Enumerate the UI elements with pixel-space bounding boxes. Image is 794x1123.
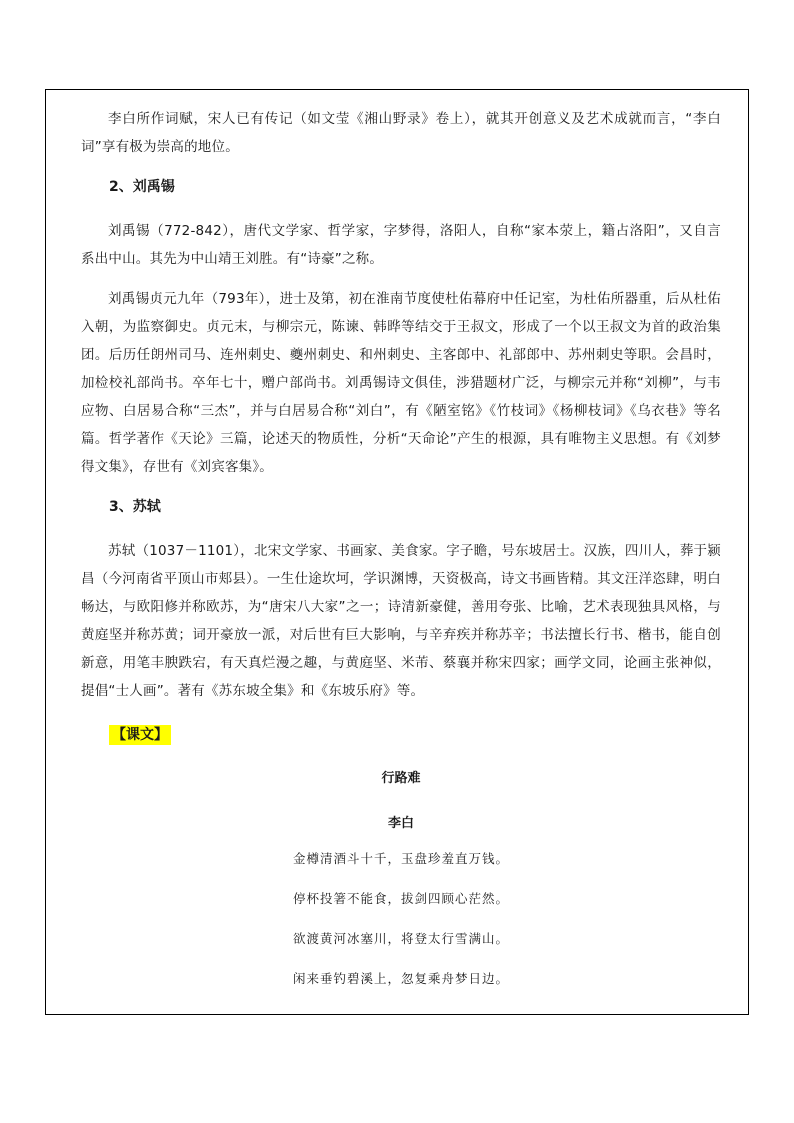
section-heading-su-shi: 3、苏轼 — [109, 499, 161, 515]
liu-yuxi-paragraph-2: 刘禹锡贞元九年（793年），进士及第，初在淮南节度使杜佑幕府中任记室，为杜佑所器重，后从杜佑入朝，为监察御史。贞元末，与柳宗元，陈谏、韩晔等结交于王叔文，形成了一个以王叔文为首的政治集团。后历任朗州司马、连州刺史、夔州刺史、和州刺史、主客郎中、礼部郎中、苏州刺史等职。会昌时，加检校礼部尚书。卒年七十，赠户部尚书。刘禹锡诗文俱佳，涉猎题材广泛，与柳宗元并称“刘柳”，与韦应物、白居易合称“三杰”，并与白居易合称“刘白”，有《陋室铭》《竹枝词》《杨柳枝词》《乌衣巷》等名篇。哲学著作《天论》三篇，论述天的物质性，分析“天命论”产生的根源，具有唯物主义思想。有《刘梦得文集》，存世有《刘宾客集》。 — [81, 291, 721, 475]
poem-line: 金樽清酒斗十千，玉盘珍羞直万钱。 — [292, 851, 509, 866]
poem-block — [81, 767, 721, 987]
text-tag-highlight: 【课文】 — [109, 725, 171, 745]
intro-paragraph: 李白所作词赋，宋人已有传记（如文莹《湘山野录》卷上），就其开创意义及艺术成就而言，“李白词”享有极为崇高的地位。 — [81, 111, 721, 155]
content-frame — [45, 89, 749, 1015]
poem-line: 闲来垂钓碧溪上，忽复乘舟梦日边。 — [292, 971, 509, 986]
liu-yuxi-paragraph-1: 刘禹锡（772-842），唐代文学家、哲学家，字梦得，洛阳人，自称“家本荥上，籍占洛阳”，又自言系出中山。其先为中山靖王刘胜。有“诗豪”之称。 — [81, 223, 721, 267]
text-tag-row — [81, 717, 721, 745]
poem-author: 李白 — [387, 816, 414, 831]
poem-line: 欲渡黄河冰塞川，将登太行雪满山。 — [292, 931, 509, 946]
poem-title: 行路难 — [381, 771, 421, 786]
section-heading-liu-yuxi: 2、刘禹锡 — [109, 179, 175, 195]
document-body — [81, 105, 721, 987]
su-shi-paragraph-1: 苏轼（1037－1101），北宋文学家、书画家、美食家。字子瞻，号东坡居士。汉族，四川人，葬于颍昌（今河南省平顶山市郏县）。一生仕途坎坷，学识渊博，天资极高，诗文书画皆精。其文汪洋恣肆，明白畅达，与欧阳修并称欧苏，为“唐宋八大家”之一；诗清新豪健，善用夸张、比喻，艺术表现独具风格，与黄庭坚并称苏黄；词开豪放一派，对后世有巨大影响，与辛弃疾并称苏辛；书法擅长行书、楷书，能自创新意，用笔丰腴跌宕，有天真烂漫之趣，与黄庭坚、米芾、蔡襄并称宋四家；画学文同，论画主张神似，提倡“士人画”。著有《苏东坡全集》和《东坡乐府》等。 — [81, 543, 721, 699]
poem-line: 停杯投箸不能食，拔剑四顾心茫然。 — [292, 891, 509, 906]
